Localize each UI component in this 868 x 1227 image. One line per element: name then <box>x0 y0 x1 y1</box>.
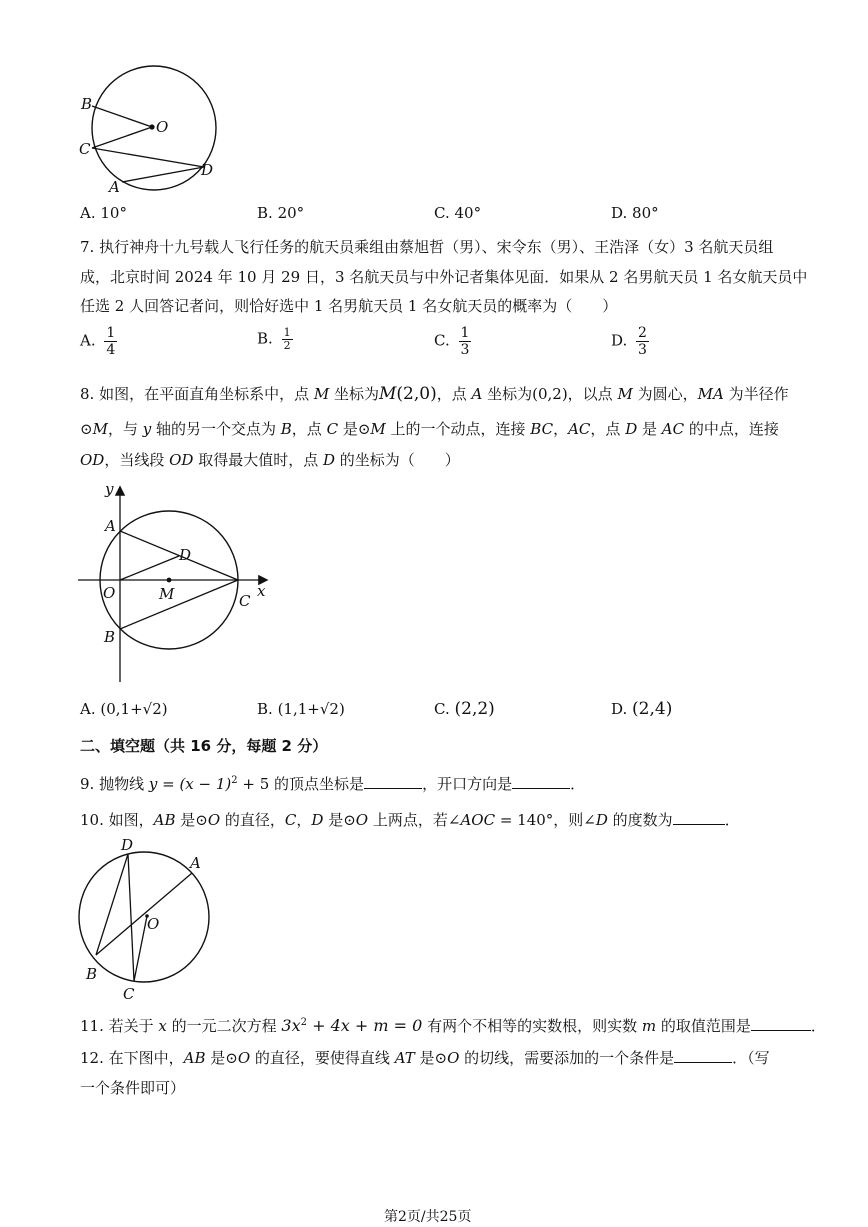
option-letter: D. <box>611 331 628 350</box>
fraction: $\frac{1}{3}$ <box>460 325 470 358</box>
option-text: 80° <box>632 204 659 222</box>
fraction: $\frac{1}{2}$ <box>283 326 291 352</box>
q6-option-a[interactable] <box>80 204 127 222</box>
q7-option-a[interactable] <box>80 325 117 358</box>
option-text: 40° <box>454 204 482 222</box>
q8-line-2: ⊙M，与 y 轴的另一个交点为 B，点 C 是⊙M 上的一个动点，连接 BC，AC，点 D 是 AC 的中点，连接 <box>80 420 779 438</box>
option-text: 10° <box>100 204 127 222</box>
q8-line-1: 8. 如图，在平面直角坐标系中，点 M 坐标为M(2,0)，点 A 坐标为(0,2)，以点 M 为圆心，MA 为半径作 <box>80 384 789 404</box>
q8-coordinate-figure <box>76 476 276 686</box>
q8-label-m: M <box>159 585 175 603</box>
q6-option-d[interactable] <box>611 204 659 222</box>
q8-label-c: C <box>239 592 251 610</box>
q10-label-b: B <box>86 965 98 983</box>
q6-circle-figure <box>76 62 226 197</box>
option-text: (2,4) <box>632 699 673 719</box>
option-text: (2,2) <box>454 699 495 719</box>
q7-option-b[interactable] <box>257 327 293 352</box>
q8-label-x: x <box>257 582 266 600</box>
q7-option-d[interactable] <box>611 325 649 358</box>
q6-label-c: C <box>79 140 91 158</box>
q10-label-o: O <box>147 915 160 933</box>
q10-blank[interactable] <box>673 810 725 825</box>
q7-option-c[interactable] <box>434 325 471 358</box>
q12-blank[interactable] <box>674 1048 732 1063</box>
q6-label-d: D <box>201 161 214 179</box>
option-letter: B. <box>257 204 273 222</box>
q6-option-c[interactable] <box>434 204 481 222</box>
option-letter: B. <box>257 700 273 718</box>
page-number-footer: 第2页/共25页 <box>384 1209 472 1225</box>
q6-label-o: O <box>156 118 169 136</box>
option-letter: A. <box>80 700 96 718</box>
q6-label-a: A <box>109 178 120 196</box>
q8-option-c[interactable] <box>434 699 495 719</box>
option-text: 20° <box>277 204 305 222</box>
q8-option-a[interactable] <box>80 700 168 718</box>
option-letter: D. <box>611 700 628 718</box>
option-letter: C. <box>434 204 450 222</box>
q8-option-b[interactable] <box>257 700 345 718</box>
q6-label-b: B <box>81 95 93 113</box>
q10-circle-figure <box>74 836 224 1004</box>
option-letter: B. <box>257 329 273 348</box>
option-text: (1,1+√2) <box>277 700 345 718</box>
option-letter: C. <box>434 331 450 350</box>
q7-line-2: 成，北京时间 2024 年 10 月 29 日，3 名航天员与中外记者集体见面．如果从 2 名男航天员 1 名女航天员中 <box>80 268 808 286</box>
q8-label-a: A <box>105 517 116 535</box>
q10-label-d: D <box>121 836 134 854</box>
q8-label-y: y <box>105 480 114 498</box>
q8-line-3: OD，当线段 OD 取得最大值时，点 D 的坐标为（ ） <box>80 451 460 469</box>
q6-option-b[interactable] <box>257 204 304 222</box>
q8-label-d: D <box>179 546 192 564</box>
q11-line: 11. 若关于 x 的一元二次方程 $3x^2 + 4x + m = 0$ 有两个不相等的实数根，则实数 m 的取值范围是 ． <box>80 1016 826 1035</box>
q11-blank[interactable] <box>751 1016 811 1031</box>
option-letter: A. <box>80 204 96 222</box>
option-letter: D. <box>611 204 628 222</box>
q8-label-o: O <box>103 584 116 602</box>
q8-label-b: B <box>104 628 116 646</box>
q9-blank-direction[interactable] <box>512 774 570 789</box>
option-text: (0,1+√2) <box>100 700 168 718</box>
q10-label-c: C <box>123 985 135 1003</box>
q7-line-3: 任选 2 人回答记者问，则恰好选中 1 名男航天员 1 名女航天员的概率为（ ） <box>80 297 618 315</box>
q7-line-1: 7. 执行神舟十九号载人飞行任务的航天员乘组由蔡旭哲（男）、宋令东（男）、王浩泽（女）3 名航天员组 <box>80 238 774 256</box>
q12-line-2: 一个条件即可） <box>80 1079 186 1097</box>
q12-line-1: 12. 在下图中，AB 是⊙O 的直径，要使得直线 AT 是⊙O 的切线，需要添加的一个条件是 ．（写 <box>80 1049 770 1067</box>
q9-line: 9. 抛物线 $y = (x - 1)^2 + 5$ 的顶点坐标是 ，开口方向是 ． <box>80 775 586 793</box>
q10-line: 10. 如图，AB 是⊙O 的直径，C，D 是⊙O 上两点，若∠AOC = 140°，则∠D 的度数为 ． <box>80 811 740 829</box>
section-heading: 二、填空题（共 16 分，每题 2 分） <box>80 737 328 755</box>
option-letter: A. <box>80 331 96 350</box>
option-letter: C. <box>434 700 450 718</box>
q8-option-d[interactable] <box>611 699 672 719</box>
fraction: $\frac{2}{3}$ <box>638 325 647 358</box>
fraction: $\frac{1}{4}$ <box>106 325 116 358</box>
q10-label-a: A <box>190 854 201 872</box>
q9-blank-vertex[interactable] <box>364 774 422 789</box>
